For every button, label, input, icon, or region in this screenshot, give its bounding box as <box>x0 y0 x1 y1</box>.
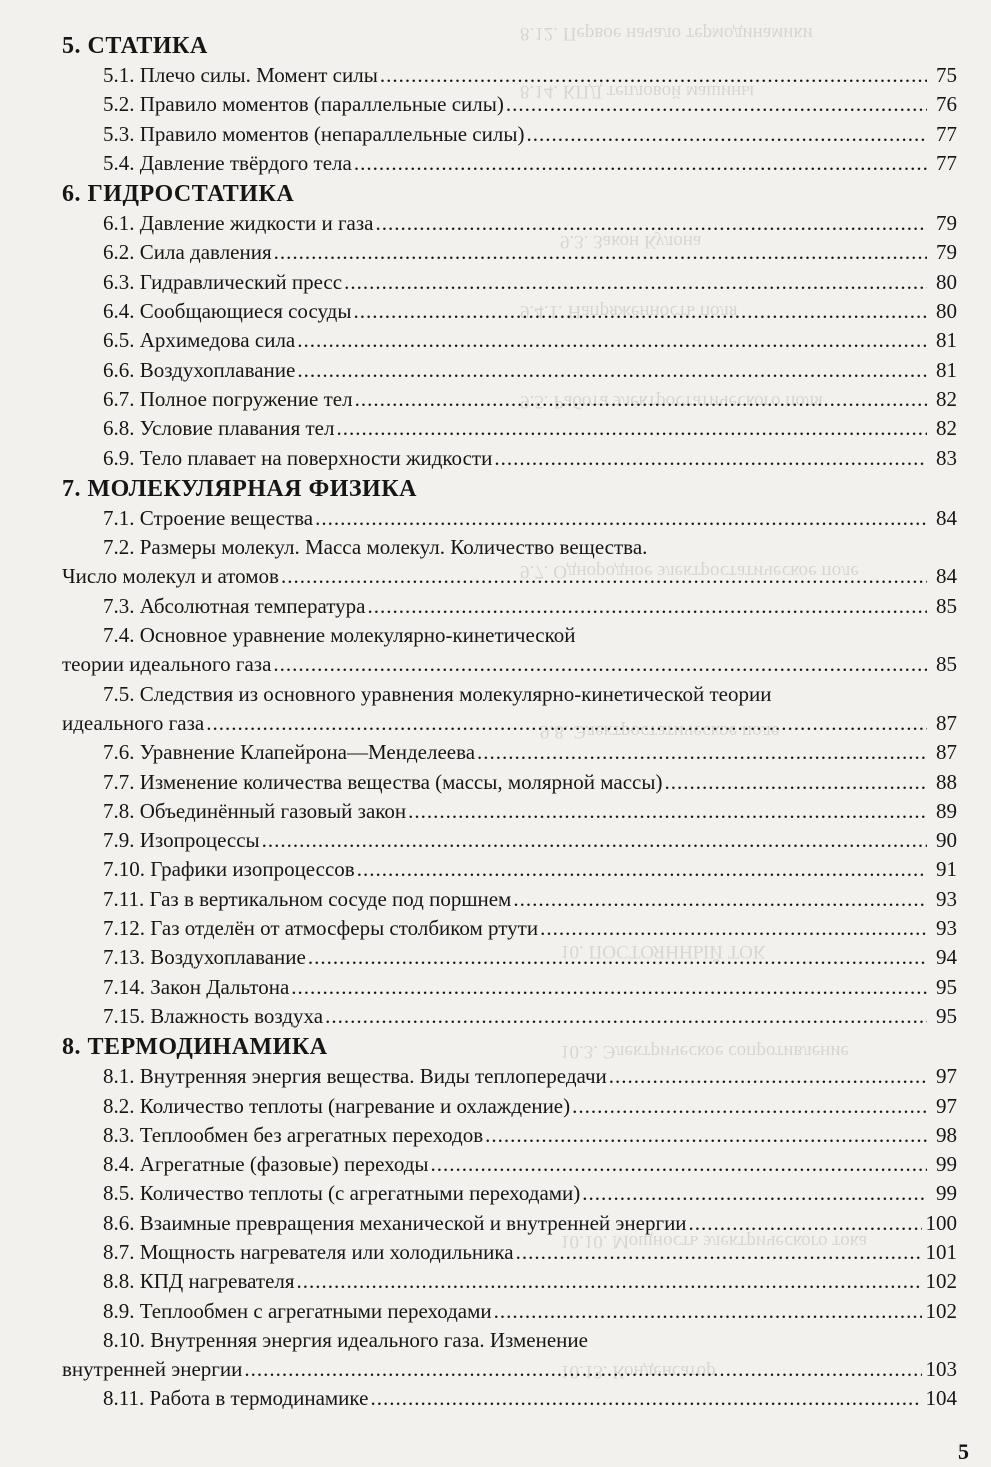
toc-entry-title-line1: 7.5. Следствия из основного уравнения молекулярно-кинетической теории <box>103 681 772 706</box>
toc-entry-title: 6.8. Условие плавания тел <box>103 416 335 441</box>
section-title: 8. ТЕРМОДИНАМИКА <box>62 1034 328 1061</box>
toc-entry-title: 7.3. Абсолютная температура <box>103 593 366 618</box>
dot-leader <box>582 1179 927 1208</box>
dot-leader <box>206 709 927 738</box>
toc-entry[interactable] <box>62 238 957 267</box>
page-number: 5 <box>958 1439 969 1464</box>
toc-entry-page: 98 <box>936 1122 957 1147</box>
dot-leader <box>494 444 927 473</box>
toc-entry-title: 6.2. Сила давления <box>103 240 272 265</box>
toc-entry[interactable] <box>62 90 957 119</box>
dot-leader <box>336 414 927 443</box>
toc-entry-page: 93 <box>936 886 957 911</box>
toc-entry-title: 8.2. Количество теплоты (нагревание и охлаждение) <box>103 1093 571 1118</box>
dot-leader <box>244 1355 921 1384</box>
dot-leader <box>308 943 927 972</box>
toc-entry-page: 93 <box>936 916 957 941</box>
toc-entry[interactable] <box>62 1062 957 1091</box>
toc-entry-page: 77 <box>936 150 957 175</box>
toc-entry-title: 8.11. Работа в термодинамике <box>103 1386 369 1411</box>
toc-entry-title: 6.9. Тело плавает на поверхности жидкости <box>103 445 493 470</box>
dot-leader <box>325 1002 927 1031</box>
toc-entry[interactable] <box>62 326 957 355</box>
toc-entry[interactable] <box>62 444 957 473</box>
toc-entry-page: 81 <box>936 357 957 382</box>
toc-entry-page: 103 <box>925 1357 957 1382</box>
section-title: 5. СТАТИКА <box>62 33 208 59</box>
dot-leader <box>408 797 927 826</box>
toc-entry-title: 8.6. Взаимные превращения механической и внутренней энергии <box>103 1210 687 1235</box>
dot-leader <box>526 120 927 149</box>
dot-leader <box>357 855 927 884</box>
toc-entry-title: 5.4. Давление твёрдого тела <box>103 150 352 175</box>
toc-entry[interactable] <box>62 680 957 739</box>
dot-leader <box>516 1238 922 1267</box>
toc-entry-title: 7.12. Газ отделён от атмосферы столбиком ртути <box>103 916 539 941</box>
toc-entry-page: 79 <box>936 240 957 265</box>
toc-entry-page: 76 <box>936 92 957 117</box>
toc-entry[interactable] <box>62 414 957 443</box>
toc-entry-page: 84 <box>936 564 957 589</box>
toc-entry[interactable] <box>62 1267 957 1296</box>
toc-entry-page: 99 <box>936 1152 957 1177</box>
toc-entry-page: 95 <box>936 974 957 999</box>
toc-entry[interactable] <box>62 297 957 326</box>
toc-entry-title: 7.15. Влажность воздуха <box>103 1003 324 1028</box>
toc-entry[interactable] <box>62 1121 957 1150</box>
toc-entry-title: 6.3. Гидравлический пресс <box>103 269 343 294</box>
toc-entry[interactable] <box>62 1092 957 1121</box>
toc-entry-title: 6.5. Архимедова сила <box>103 328 296 353</box>
toc-entry[interactable] <box>62 885 957 914</box>
toc-entry-title: 7.1. Строение вещества <box>103 505 314 530</box>
dot-leader <box>297 356 927 385</box>
dot-leader <box>540 914 927 943</box>
toc-entry-page: 89 <box>936 798 957 823</box>
toc-entry-title: Число молекул и атомов <box>62 564 279 589</box>
toc-entry[interactable] <box>62 149 957 178</box>
toc-entry-title: 7.6. Уравнение Клапейрона—Менделеева <box>103 740 476 765</box>
toc-entry-page: 82 <box>936 386 957 411</box>
toc-entry-title: идеального газа <box>62 710 205 735</box>
dot-leader <box>291 973 927 1002</box>
toc-entry-title: 8.3. Теплообмен без агрегатных переходов <box>103 1122 484 1147</box>
book-page: 8.12. Первое начало термодинамики 8.14. КПД тепловой машины 9.3. Закон Кулона 9.4.1. Напряжённость поля 9.5. Работа электростатического поля 9.7. Однородное электростатическое поле 9.8. Электростатическое поле 10. ПОСТОЯННЫЙ ТОК 10.3. Электрическое сопротивление 10.10. Мощность электрического тока 10.13. Конденсатор 5. СТАТИКА 5.1. Плечо силы. Момент силы ..... 75 5.2. Правило моментов (параллельные силы) ..... 76 5.3. Правило моментов (непараллельные силы) ..... 77 5.4. Давление твёрдого тела ..... 77 6. ГИДРОСТАТИКА 6.1. Давление жидкости и газа ..... 79 6.2. Сила давления ..... 79 6.3. Гидравлический пресс ..... 80 6.4. Сообщающиеся сосуды ..... 80 6.5. Архимедова сила ..... 81 6.6. Воздухоплавание ..... 81 6.7. Полное погружение тел ..... 82 6.8. Условие плавания тел ..... 82 6.9. Тело плавает на поверхности жидкости ..... 83 7. МОЛЕКУЛЯРНАЯ ФИЗИКА 7.1. Строение вещества ..... 84 7.2. Размеры молекул. Масса молекул. Количество вещества. Число молекул и атомов ..... 84 7.3. Абсолютная температура ..... 85 7.4. Основное уравнение молекулярно-кинетической теории идеального газа ..... 85 7.5. Следствия из основного уравнения молекулярно-кинетической теории идеального газа ..... 87 7.6. Уравнение Клапейрона—Менделеева ..... 87 7.7. Изменение количества вещества (массы, молярной массы) ..... 88 7.8. Объединённый газовый закон ..... 89 7.9. Изопроцессы ..... 90 7.10. Графики изопроцессов ..... 91 7.11. Газ в вертикальном сосуде под поршнем ..... 93 7.12. Газ отделён от атмосферы столбиком ртути ..... 93 7.13. Воздухоплавание ..... 94 7.14. Закон Дальтона ..... 95 7.15. Влажность воздуха ..... 95 8. ТЕРМОДИНАМИКА 8.1. Внутренняя энергия вещества. Виды теплопередачи ..... 97 8.2. Количество теплоты (нагревание и охлаждение) ..... 97 8.3. Теплообмен без агрегатных переходов ..... 98 8.4. Агрегатные (фазовые) переходы ..... 99 8.5. Количество теплоты (с агрегатными переходами) ..... 99 8.6. Взаимные превращения механической и внутренней энергии ..... 100 8.7. Мощность нагревателя или холодильника ..... 101 8.8. КПД нагревателя ..... 102 8.9. Теплообмен с агрегатными переходами ..... 102 8.10. Внутренняя энергия идеального газа. Изменение внутренней энергии ..... 103 8.11. Работа в термодинамике ..... 104 5 <box>0 0 991 1467</box>
toc-entry-page: 97 <box>936 1064 957 1089</box>
toc-entry-page: 77 <box>936 121 957 146</box>
toc-entry-page: 87 <box>936 740 957 765</box>
dot-leader <box>477 738 927 767</box>
toc-entry-title: 6.7. Полное погружение тел <box>103 386 353 411</box>
toc-entry-title: 8.8. КПД нагревателя <box>103 1269 295 1294</box>
dot-leader <box>494 1297 922 1326</box>
dot-leader <box>355 385 927 414</box>
toc-entry-title: 7.7. Изменение количества вещества (массы, молярной массы) <box>103 769 663 794</box>
toc-entry-page: 75 <box>936 63 957 87</box>
toc-entry-page: 79 <box>936 211 957 236</box>
toc-entry-page: 84 <box>936 505 957 530</box>
dot-leader <box>485 1121 927 1150</box>
toc-entry-title: 7.14. Закон Дальтона <box>103 974 290 999</box>
toc-entry-title: теории идеального газа <box>62 652 272 677</box>
toc-entry-title: 5.2. Правило моментов (параллельные силы) <box>103 92 504 117</box>
toc-entry[interactable] <box>62 1209 957 1238</box>
dot-leader <box>354 149 927 178</box>
toc-entry[interactable] <box>62 209 957 238</box>
toc-entry[interactable] <box>62 943 957 972</box>
toc-entry-title: 6.1. Давление жидкости и газа <box>103 211 374 236</box>
toc-entry-title: 8.9. Теплообмен с агрегатными переходами <box>103 1298 492 1323</box>
dot-leader <box>262 826 927 855</box>
toc-entry[interactable] <box>62 1002 957 1031</box>
dot-leader <box>297 1267 922 1296</box>
toc-entry-page: 82 <box>936 416 957 441</box>
toc-entry-title: 7.11. Газ в вертикальном сосуде под поршнем <box>103 886 512 911</box>
toc-entry-page: 83 <box>936 445 957 470</box>
toc-entry-page: 101 <box>925 1239 957 1264</box>
toc-entry-page: 90 <box>936 828 957 853</box>
dot-leader <box>274 238 927 267</box>
section-title: 6. ГИДРОСТАТИКА <box>62 181 295 208</box>
toc-entry-page: 80 <box>936 269 957 294</box>
dot-leader <box>376 209 928 238</box>
dot-leader <box>572 1092 927 1121</box>
toc-entry[interactable] <box>62 797 957 826</box>
dot-leader <box>609 1062 927 1091</box>
dot-leader <box>689 1209 922 1238</box>
dot-leader <box>367 592 927 621</box>
toc-entry[interactable] <box>62 855 957 884</box>
toc-entry[interactable] <box>62 768 957 797</box>
toc-entry[interactable] <box>62 1384 957 1413</box>
toc-entry-page: 102 <box>925 1298 957 1323</box>
toc-entry[interactable] <box>62 1179 957 1208</box>
toc-entry[interactable] <box>62 1297 957 1326</box>
toc-entry-page: 85 <box>936 652 957 677</box>
toc-entry-page: 97 <box>936 1093 957 1118</box>
toc-entry-title: 7.13. Воздухоплавание <box>103 945 306 970</box>
toc-entry[interactable] <box>62 356 957 385</box>
toc-entry-title: 5.1. Плечо силы. Момент силы <box>103 63 378 87</box>
toc-entry-page: 80 <box>936 299 957 324</box>
toc-entry-title-line1: 8.10. Внутренняя энергия идеального газа. Изменение <box>103 1327 588 1352</box>
toc-entry[interactable] <box>62 973 957 1002</box>
toc-entry[interactable] <box>62 533 957 592</box>
toc-entry-title: 7.10. Графики изопроцессов <box>103 857 355 882</box>
toc-entry-page: 85 <box>936 593 957 618</box>
toc-entry[interactable] <box>62 1326 957 1385</box>
toc-entry-title: 5.3. Правило моментов (непараллельные силы) <box>103 121 525 146</box>
dot-leader <box>664 768 927 797</box>
toc-entry[interactable] <box>62 120 957 149</box>
toc-entry-page: 81 <box>936 328 957 353</box>
toc-entry[interactable] <box>62 1238 957 1267</box>
toc-entry[interactable] <box>62 504 957 533</box>
dot-leader <box>344 268 927 297</box>
toc-entry-page: 94 <box>936 945 957 970</box>
dot-leader <box>315 504 927 533</box>
toc-entry-title-line1: 7.2. Размеры молекул. Масса молекул. Количество вещества. <box>103 535 648 560</box>
toc-entry[interactable] <box>62 914 957 943</box>
dot-leader <box>273 650 927 679</box>
toc-entry-page: 95 <box>936 1003 957 1028</box>
toc-entry-page: 88 <box>936 769 957 794</box>
toc-entry-title: внутренней энергии <box>62 1357 243 1382</box>
toc-entry[interactable] <box>62 621 957 680</box>
toc-entry-page: 102 <box>925 1269 957 1294</box>
toc-entry-title: 8.1. Внутренняя энергия вещества. Виды теплопередачи <box>103 1064 607 1089</box>
dot-leader <box>297 326 927 355</box>
toc-entry-title: 6.6. Воздухоплавание <box>103 357 296 382</box>
toc-entry-title: 8.5. Количество теплоты (с агрегатными переходами) <box>103 1181 581 1206</box>
toc-entry[interactable] <box>62 738 957 767</box>
toc-entry[interactable] <box>62 268 957 297</box>
toc-entry-title: 8.4. Агрегатные (фазовые) переходы <box>103 1152 429 1177</box>
toc-entry-title: 7.9. Изопроцессы <box>103 828 260 853</box>
toc-entry-title-line1: 7.4. Основное уравнение молекулярно-кинетической <box>103 623 576 648</box>
dot-leader <box>370 1384 921 1413</box>
toc-entry-page: 104 <box>925 1386 957 1411</box>
toc-entry-page: 99 <box>936 1181 957 1206</box>
toc-entry-title: 6.4. Сообщающиеся сосуды <box>103 299 352 324</box>
dot-leader <box>506 90 927 119</box>
dot-leader <box>281 562 927 591</box>
toc-entry[interactable] <box>62 592 957 621</box>
dot-leader <box>513 885 927 914</box>
toc-entry-title: 7.8. Объединённый газовый закон <box>103 798 407 823</box>
toc-entry[interactable] <box>62 385 957 414</box>
toc-entry-page: 100 <box>925 1210 957 1235</box>
dot-leader <box>431 1150 927 1179</box>
section-title: 7. МОЛЕКУЛЯРНАЯ ФИЗИКА <box>62 475 417 502</box>
toc-entry-page: 87 <box>936 710 957 735</box>
toc-entry[interactable] <box>62 61 957 90</box>
toc-entry[interactable] <box>62 826 957 855</box>
dot-leader <box>380 61 927 90</box>
toc-entry-title: 8.7. Мощность нагревателя или холодильника <box>103 1239 514 1264</box>
toc-entry-page: 91 <box>936 857 957 882</box>
toc-entry[interactable] <box>62 1150 957 1179</box>
dot-leader <box>353 297 927 326</box>
table-of-contents <box>62 30 957 1414</box>
